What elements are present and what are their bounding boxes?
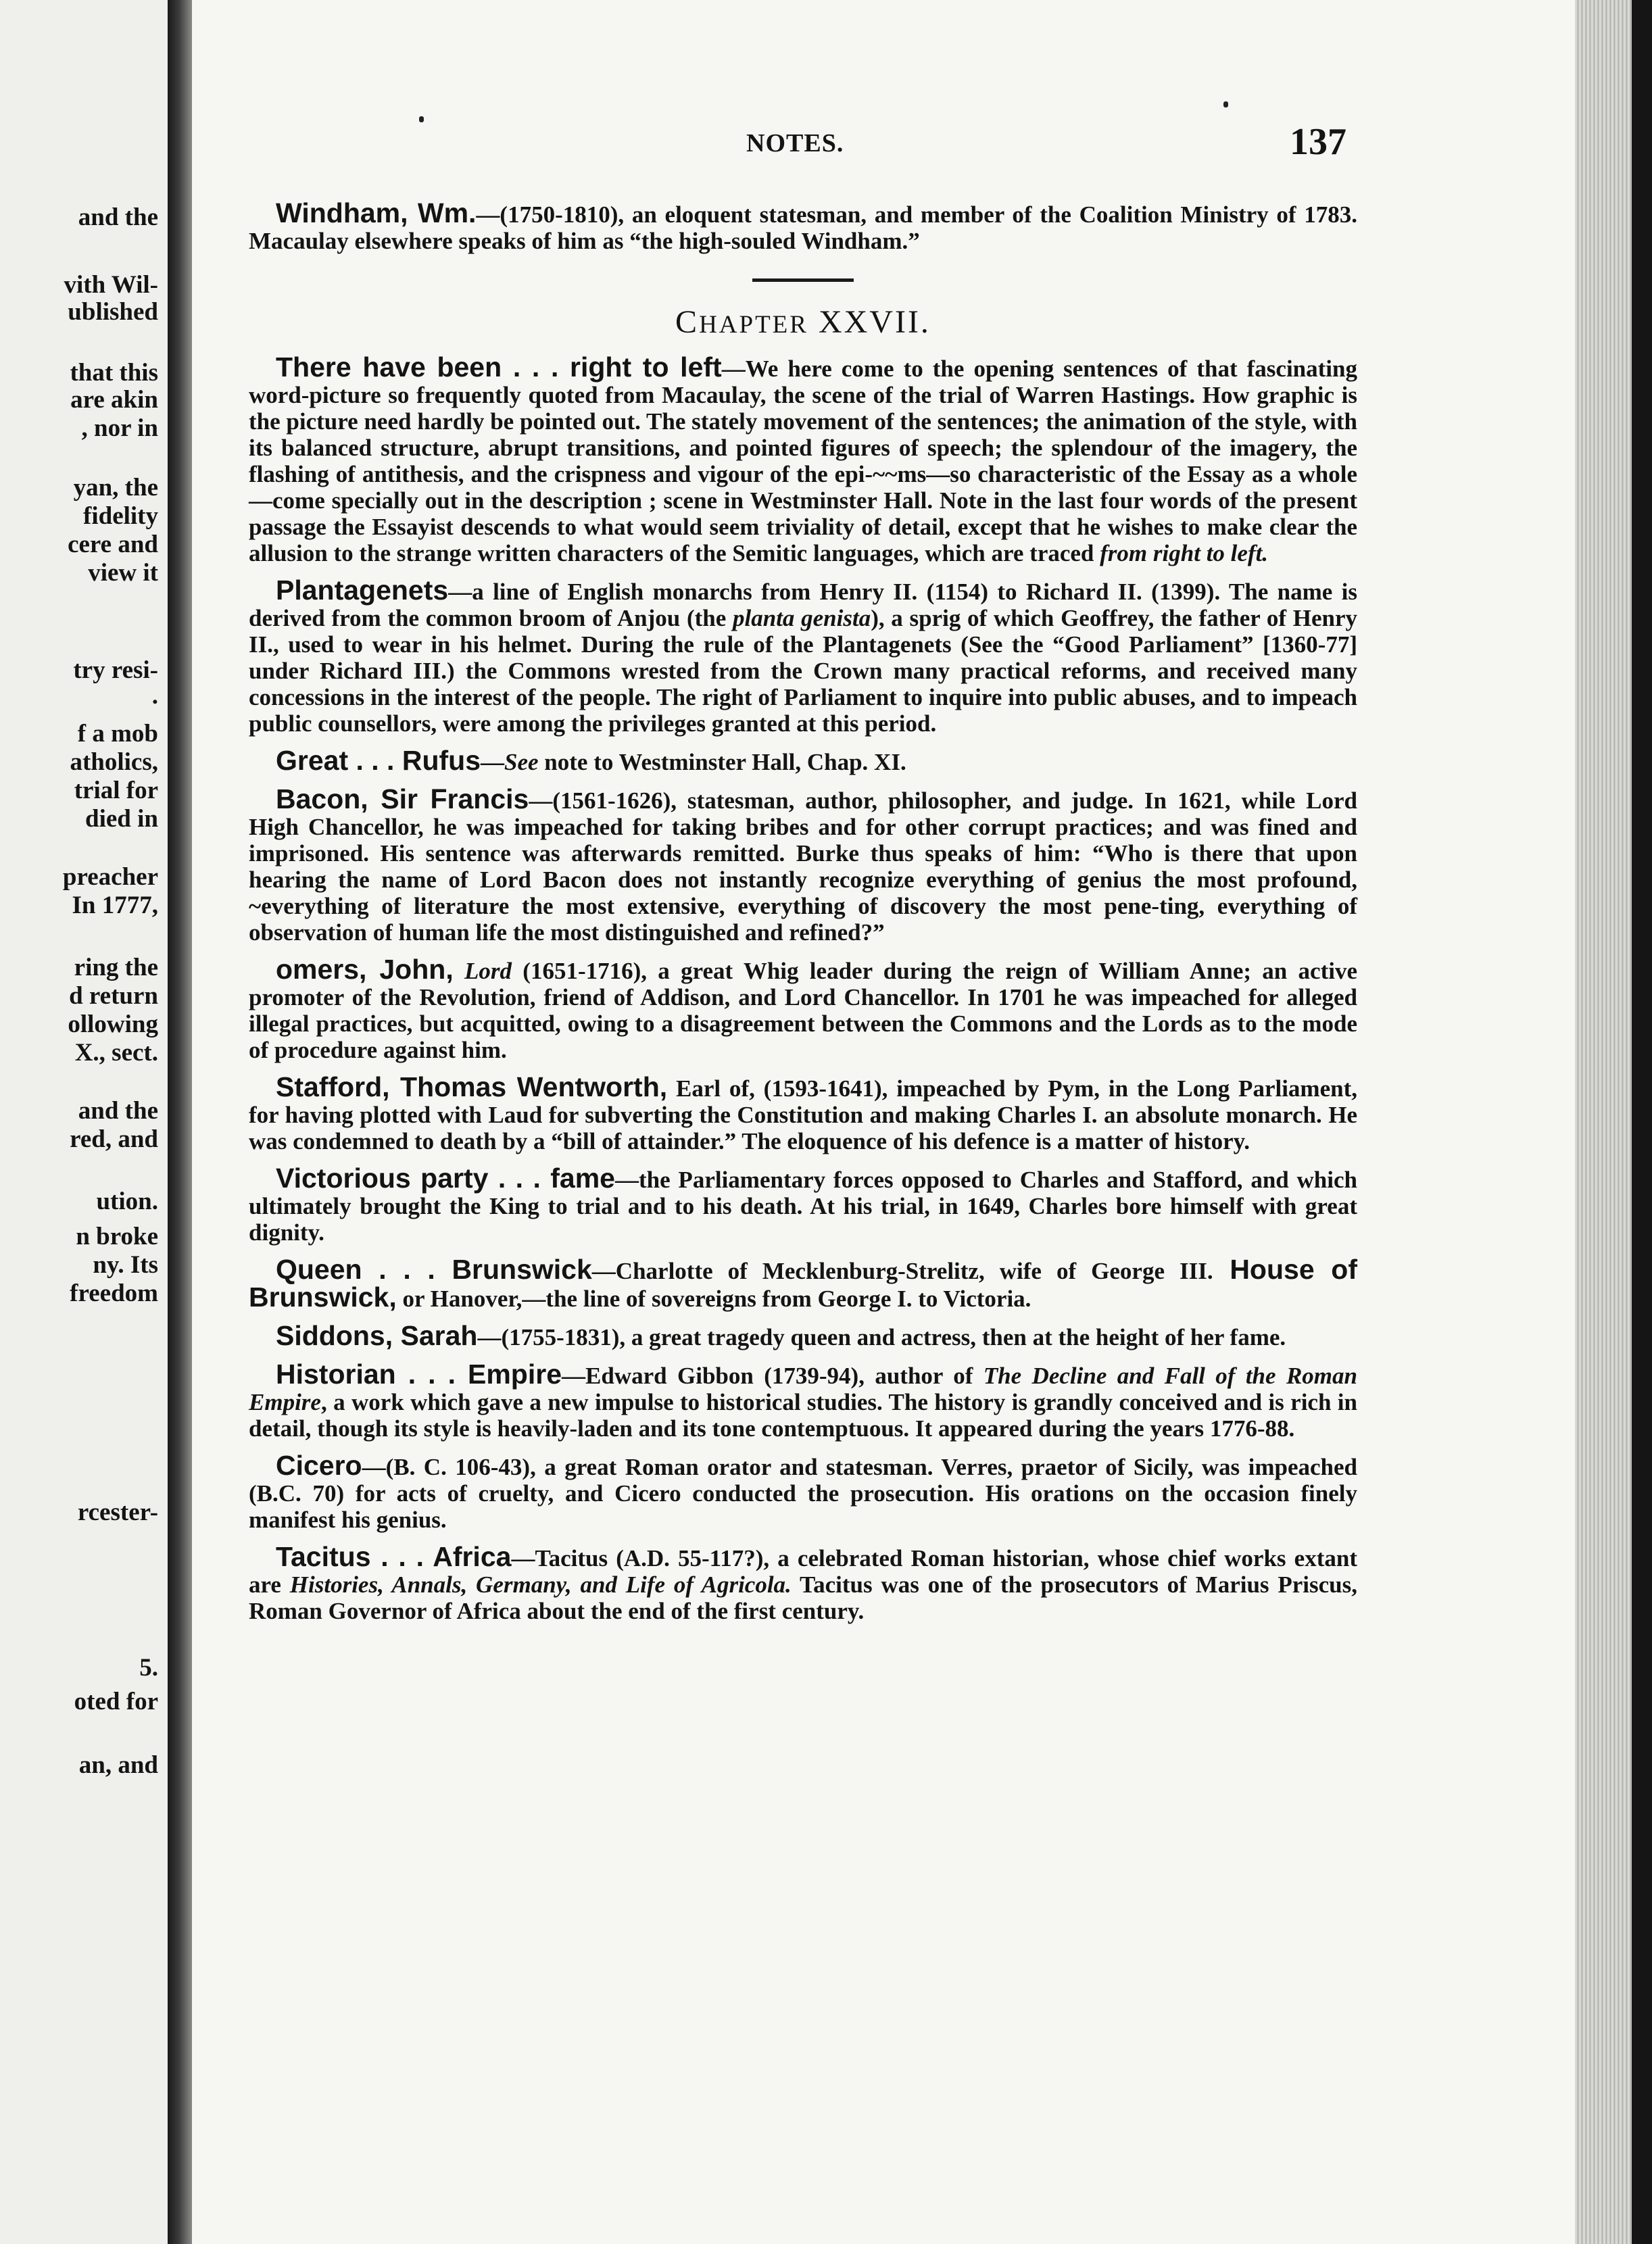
- left-page-line: and the: [78, 203, 158, 231]
- note-text: —We here come to the opening sentences of that fascinating word-picture so frequently quoted from Macaulay, the scene of the trial of Warren Hastings. How graphic is the picture need hardly be pointed out. The stately movement of the sentences; the animation of the style, with its balanced structure, abrupt transitions, and pointed figures of speech; the splendour of the imagery, the flashing of antithesis, and the crispness and vigour of the epi-~~ms—so characteristic of the Essay as a whole—come specially out in the description ; scene in Westminster Hall. Note in the last four words of the present passage the Essayist descends to what would seem triviality of detail, except that he wishes to make clear the allusion to the strange written characters of the Semitic languages, which are traced: [249, 356, 1357, 566]
- left-facing-page: [0, 0, 168, 2244]
- left-page-line: an, and: [78, 1751, 158, 1779]
- page-number: 137: [1290, 121, 1346, 163]
- note-term: Great . . . Rufus: [276, 745, 481, 776]
- note-entry: [249, 1541, 1357, 1624]
- left-page-line: .: [151, 682, 158, 710]
- note-entry: [249, 956, 1357, 1063]
- left-page-line: and the: [78, 1097, 158, 1125]
- left-page-line: yan, the: [73, 474, 158, 502]
- note-term: Plantagenets: [276, 575, 449, 606]
- scan-border: [1632, 0, 1652, 2244]
- left-page-line: cere and: [68, 531, 158, 558]
- note-term: Tacitus . . . Africa: [276, 1541, 512, 1572]
- left-page-line: ution.: [96, 1188, 158, 1215]
- note-text-italic: The Decline and Fall of the Roman Empire: [249, 1363, 1357, 1415]
- left-page-line: In 1777,: [72, 892, 158, 919]
- note-entry: [249, 1450, 1357, 1533]
- note-text: —Edward Gibbon (1739-94), author of: [562, 1363, 983, 1389]
- left-page-line: X., sect.: [74, 1039, 158, 1067]
- notes-text: [249, 197, 1358, 1635]
- note-term: omers, John,: [276, 954, 454, 985]
- note-text-italic: from right to left.: [1100, 540, 1269, 566]
- note-text: —a line of English monarchs from Henry II. (1154) to Richard II. (1399). The name is derived from the common broom of Anjou (the: [249, 579, 1357, 631]
- note-text: Tacitus was one of the prosecutors of Marius Priscus, Roman Governor of Africa about the end of the first century.: [249, 1571, 1357, 1624]
- left-page-line: died in: [85, 805, 158, 833]
- note-text: , a work which gave a new impulse to historical studies. The history is grandly conceived and is rich in detail, though its style is heavily-laden and its tone contemptuous. It appeared during the years 1776-88.: [249, 1389, 1357, 1442]
- left-page-line: d return: [69, 982, 158, 1010]
- note-entry: [249, 1361, 1357, 1442]
- left-page-line: that this: [70, 359, 158, 387]
- note-text: (1651-1716), a great Whig leader during the reign of William Anne; an active promoter of the Revolution, friend of Addison, and Lord Chancellor. In 1701 he was impeached for alleged illegal practices, but acquitted, owing to a disagreement between the Commons and the Lords as to the mode of procedure against him.: [249, 958, 1358, 1063]
- note-term: Victorious party . . . fame: [276, 1163, 615, 1194]
- note-text-italic: Histories, Annals, Germany, and Life of Agricola.: [289, 1571, 792, 1598]
- note-text: —(1750-1810), an eloquent statesman, and member of the Coalition Ministry of 1783. Macaulay elsewhere speaks of him as “the high-souled Windham.”: [249, 201, 1357, 254]
- left-page-line: 5.: [139, 1654, 158, 1682]
- note-text: or Hanover,—the line of sovereigns from George I. to Victoria.: [396, 1286, 1031, 1312]
- note-term: Siddons, Sarah: [276, 1320, 478, 1351]
- left-page-line: try resi-: [73, 656, 158, 684]
- left-page-line: ring the: [74, 954, 158, 981]
- note-text: —Tacitus (A.D. 55-117?), a celebrated Roman historian, whose chief works extant are: [249, 1545, 1357, 1598]
- note-entry: [249, 351, 1357, 566]
- note-term: Cicero: [276, 1450, 362, 1481]
- chapter-numeral: XXVII.: [808, 304, 931, 340]
- note-term: Queen . . . Brunswick: [276, 1254, 592, 1285]
- print-speck: [1223, 101, 1228, 107]
- chapter-heading: [249, 304, 1357, 340]
- note-term: There have been . . . right to left: [276, 351, 722, 383]
- left-page-line: preacher: [62, 863, 158, 891]
- left-page-line: freedom: [70, 1279, 158, 1307]
- book-gutter: [168, 0, 192, 2244]
- note-text: —(B. C. 106-43), a great Roman orator and statesman. Verres, praetor of Sicily, was impeached (B.C. 70) for acts of cruelty, and Cicero conducted the prosecution. His orations on the occasion finely manifest his genius.: [249, 1454, 1357, 1533]
- note-term: Historian . . . Empire: [276, 1359, 562, 1390]
- left-page-line: atholics,: [70, 748, 158, 776]
- left-page-line: fidelity: [83, 502, 158, 530]
- note-term: Stafford, Thomas Wentworth,: [276, 1071, 668, 1102]
- left-page-line: red, and: [70, 1125, 158, 1153]
- note-text: note to Westminster Hall, Chap. XI.: [538, 749, 906, 775]
- note-entry: [249, 577, 1357, 737]
- left-page-line: n broke: [76, 1223, 158, 1250]
- left-page-line: oted for: [74, 1688, 158, 1715]
- note-entry: [249, 1071, 1357, 1154]
- note-term: Windham, Wm.: [276, 197, 477, 228]
- left-page-line: rcester-: [77, 1498, 158, 1526]
- note-text-italic: planta genista: [733, 605, 871, 631]
- page-header: [192, 120, 1575, 168]
- note-text: —(1561-1626), statesman, author, philosopher, and judge. In 1621, while Lord High Chancellor, he was impeached for taking bribes and for other corrupt practices; and was fined and imprisoned. His sentence was afterwards remitted. Burke thus speaks of him: “Who is there that upon hearing the name of Lord Bacon does not instantly recognize everything of genius the most profound, ~everything of literature the most extensive, everything of discovery the most pene-ting, everything of observation of human life the most distinguished and refined?”: [249, 787, 1357, 946]
- note-entry: [249, 197, 1357, 254]
- left-page-line: ny. Its: [93, 1251, 158, 1279]
- left-page-line: ollowing: [68, 1010, 158, 1038]
- note-text: —(1755-1831), a great tragedy queen and actress, then at the height of her fame.: [477, 1324, 1286, 1350]
- main-page: [192, 0, 1575, 2244]
- note-term: Bacon, Sir Francis: [276, 783, 529, 814]
- note-term-secondary: House of Brunswick,: [249, 1254, 1357, 1313]
- note-entry: [249, 1320, 1357, 1351]
- note-entry: [249, 783, 1357, 946]
- section-rule: [752, 278, 854, 282]
- note-text-italic: See: [504, 749, 539, 775]
- note-entry: [249, 745, 1357, 776]
- running-head: NOTES.: [746, 129, 844, 157]
- left-page-line: , nor in: [81, 414, 158, 442]
- note-entry: [249, 1254, 1357, 1313]
- left-page-line: trial for: [74, 777, 158, 804]
- left-page-line: view it: [88, 559, 158, 587]
- note-entry: [249, 1165, 1357, 1246]
- left-page-line: ublished: [68, 298, 158, 326]
- note-text: —: [481, 749, 504, 775]
- left-page-line: vith Wil-: [64, 271, 158, 299]
- left-page-line: are akin: [70, 386, 158, 414]
- note-text: Earl of, (1593-1641), impeached by Pym, in the Long Parliament, for having plotted with Laud for subverting the Constitution and making Charles I. an absolute monarch. He was condemned to death by a “bill of attainder.” The eloquence of his defence is a matter of history.: [249, 1075, 1357, 1154]
- left-page-line: f a mob: [77, 720, 158, 748]
- chapter-prefix-cap: C: [675, 304, 700, 340]
- note-text: ), a sprig of which Geoffrey, the father of Henry II., used to wear in his helmet. During the rule of the Plantagenets (See the “Good Parliament” [1360-77] under Richard III.) the Commons wrested from the Crown many practical reforms, and received many concessions in the interest of the people. The right of Parliament to inquire into public abuses, and to impeach public counsellors, were among the privileges granted at this period.: [249, 605, 1358, 737]
- note-text-italic: Lord: [464, 958, 512, 984]
- note-text: —Charlotte of Mecklenburg-Strelitz, wife of George III.: [591, 1258, 1213, 1284]
- note-text: —the Parliamentary forces opposed to Charles and Stafford, and which ultimately brought the King to trial and to his death. At his trial, in 1649, Charles bore himself with great dignity.: [249, 1167, 1358, 1246]
- chapter-prefix-rest: HAPTER: [699, 311, 808, 339]
